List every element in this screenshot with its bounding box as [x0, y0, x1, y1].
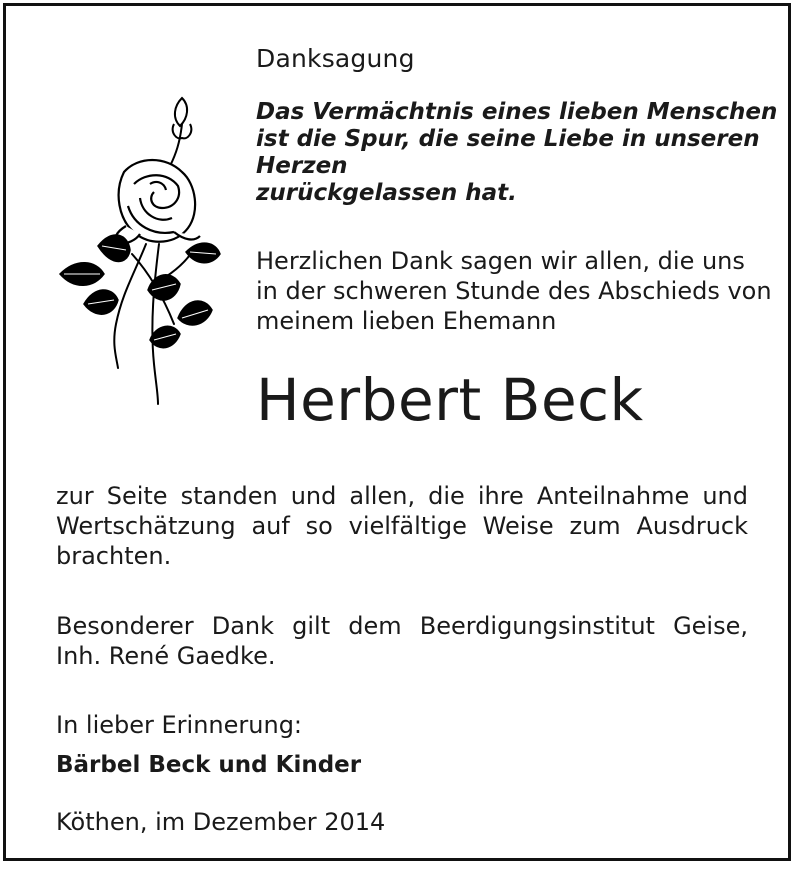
rose-icon [54, 94, 226, 406]
quote-line: ist die Spur, die seine Liebe in unseren [256, 126, 760, 152]
intro-line: in der schweren Stunde des Abschieds von [256, 277, 772, 305]
signers: Bärbel Beck und Kinder [56, 752, 362, 778]
intro-line: Herzlichen Dank sagen wir allen, die uns [256, 247, 745, 275]
quote [256, 99, 778, 207]
deceased-name: Herbert Beck [256, 366, 644, 434]
heading: Danksagung [256, 44, 415, 73]
body-text: zur Seite standen und allen, die ihre Anteilnahme und Wertschätzung auf so vielfältige Weise zum Ausdruck brachten. [56, 482, 748, 570]
quote-line: Herzen [256, 153, 348, 179]
intro-line: meinem lieben Ehemann [256, 307, 557, 335]
place-date: Köthen, im Dezember 2014 [56, 808, 386, 836]
obituary-notice [3, 3, 791, 861]
memory-line: In lieber Erinnerung: [56, 711, 303, 739]
quote-line: Das Vermächtnis eines lieben Menschen [256, 99, 778, 125]
intro-text [256, 246, 772, 336]
quote-line: zurückgelassen hat. [256, 180, 517, 206]
special-thanks: Besonderer Dank gilt dem Beerdigungsinstitut Geise, Inh. René Gaedke. [56, 612, 748, 670]
